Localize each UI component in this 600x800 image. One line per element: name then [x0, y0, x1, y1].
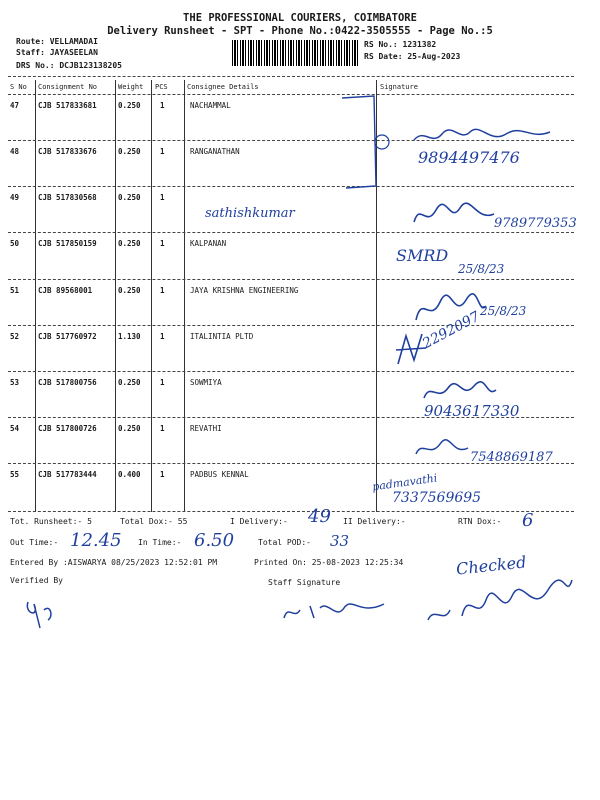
i-delivery-value: 49	[308, 506, 331, 527]
in-time-label: In Time:-	[138, 538, 182, 547]
signature-49-name: sathishkumar	[205, 206, 295, 221]
runsheet-subtitle: Delivery Runsheet - SPT - Phone No.:0422-3505555 - Page No.:5	[107, 25, 493, 37]
row-consignment: CJB 517800756	[38, 378, 97, 387]
staff-signature-label: Staff Signature	[268, 578, 341, 587]
signature-49-phone: 9789779353	[494, 216, 577, 231]
table-header-rule	[8, 94, 574, 95]
row-rule	[8, 371, 574, 372]
row-consignee: SOWMIYA	[190, 378, 222, 387]
rs-number: RS No.: 1231382	[364, 40, 437, 49]
row-pcs: 1	[160, 378, 165, 387]
row-consignment: CJB 517830568	[38, 193, 97, 202]
row-consignment: CJB 517783444	[38, 470, 97, 479]
verifier-signature	[20, 596, 60, 632]
tamil-signature	[422, 570, 582, 630]
col-divider	[151, 80, 152, 512]
row-consignment: CJB 517850159	[38, 239, 97, 248]
row-rule	[8, 186, 574, 187]
rtn-dox-label: RTN Dox:-	[458, 517, 502, 526]
signature-51-date: 25/8/23	[480, 304, 527, 318]
entered-by: Entered By :AISWARYA 08/25/2023 12:52:01 PM	[10, 558, 218, 567]
row-pcs: 1	[160, 239, 165, 248]
signature-54	[412, 436, 472, 462]
row-sno: 53	[10, 378, 20, 387]
rtn-dox-value: 6	[522, 510, 534, 531]
ii-delivery-label: II Delivery:-	[343, 517, 406, 526]
total-runsheet: Tot. Runsheet:- 5	[10, 517, 92, 526]
row-rule	[8, 279, 574, 280]
rs-date: RS Date: 25-Aug-2023	[364, 52, 461, 61]
row-sno: 51	[10, 286, 20, 295]
row-rule	[8, 511, 574, 512]
out-time-value: 12.45	[70, 530, 122, 551]
row-pcs: 1	[160, 193, 165, 202]
row-consignee: PADBUS KENNAL	[190, 470, 249, 479]
i-delivery-label: I Delivery:-	[230, 517, 288, 526]
row-weight: 0.250	[118, 193, 141, 202]
row-consignment: CJB 517800726	[38, 424, 97, 433]
route-label: Route: VELLAMADAI	[16, 37, 98, 46]
row-consignee: RANGANATHAN	[190, 147, 240, 156]
in-time-value: 6.50	[194, 530, 235, 551]
row-weight: 1.130	[118, 332, 141, 341]
row-consignment: CJB 517833676	[38, 147, 97, 156]
col-signature: Signature	[380, 83, 418, 91]
col-weight: Weight	[118, 83, 144, 91]
row-pcs: 1	[160, 101, 165, 110]
total-pod-value: 33	[330, 532, 350, 550]
row-pcs: 1	[160, 286, 165, 295]
signature-49	[410, 200, 500, 230]
out-time-label: Out Time:-	[10, 538, 59, 547]
col-consignee: Consignee Details	[187, 83, 259, 91]
signature-47	[410, 126, 560, 148]
col-divider	[115, 80, 116, 512]
row-consignee: ITALINTIA PLTD	[190, 332, 254, 341]
staff-label: Staff: JAYASEELAN	[16, 48, 98, 57]
table-top-rule	[8, 76, 574, 77]
row-pcs: 1	[160, 424, 165, 433]
row-consignee: NACHAMMAL	[190, 101, 231, 110]
col-divider	[35, 80, 36, 512]
row-sno: 47	[10, 101, 20, 110]
barcode	[232, 40, 360, 66]
row-sno: 55	[10, 470, 20, 479]
signature-50: SMRD	[396, 246, 449, 265]
row-consignee: REVATHI	[190, 424, 222, 433]
stamp-bracket	[330, 92, 390, 192]
signature-52-phone: 2292097	[420, 308, 483, 353]
row-sno: 48	[10, 147, 20, 156]
col-pcs: PCS	[155, 83, 168, 91]
row-sno: 52	[10, 332, 20, 341]
signature-55-phone: 7337569695	[392, 490, 482, 506]
col-consignment: Consignment No	[38, 83, 98, 91]
row-consignment: CJB 517833681	[38, 101, 97, 110]
col-divider	[184, 80, 185, 512]
row-weight: 0.250	[118, 378, 141, 387]
row-consignment: CJB 517760972	[38, 332, 97, 341]
row-sno: 49	[10, 193, 20, 202]
row-consignee: JAYA KRISHNA ENGINEERING	[190, 286, 299, 295]
drs-number: DRS No.: DCJB123138205	[16, 61, 122, 70]
row-weight: 0.250	[118, 424, 141, 433]
row-weight: 0.400	[118, 470, 141, 479]
row-pcs: 1	[160, 470, 165, 479]
row-weight: 0.250	[118, 239, 141, 248]
total-pod-label: Total POD:-	[258, 538, 311, 547]
row-pcs: 1	[160, 332, 165, 341]
checked-note: Checked	[455, 552, 528, 579]
signature-47-phone: 9894497476	[418, 148, 520, 167]
row-sno: 50	[10, 239, 20, 248]
row-weight: 0.250	[118, 286, 141, 295]
verified-by-label: Verified By	[10, 576, 63, 585]
signature-50-date: 25/8/23	[458, 262, 505, 276]
staff-signature	[280, 596, 390, 626]
col-sno: S No	[10, 83, 27, 91]
row-rule	[8, 232, 574, 233]
company-title: THE PROFESSIONAL COURIERS, COIMBATORE	[183, 12, 417, 24]
signature-55-name: padmavathi	[371, 471, 439, 494]
row-sno: 54	[10, 424, 20, 433]
printed-on: Printed On: 25-08-2023 12:25:34	[254, 558, 404, 567]
row-weight: 0.250	[118, 101, 141, 110]
row-weight: 0.250	[118, 147, 141, 156]
signature-53-phone: 9043617330	[424, 402, 520, 420]
row-pcs: 1	[160, 147, 165, 156]
row-consignee: KALPANAN	[190, 239, 227, 248]
signature-54-phone: 7548869187	[470, 450, 553, 465]
total-dox: Total Dox:- 55	[120, 517, 188, 526]
row-consignment: CJB 89568001	[38, 286, 93, 295]
